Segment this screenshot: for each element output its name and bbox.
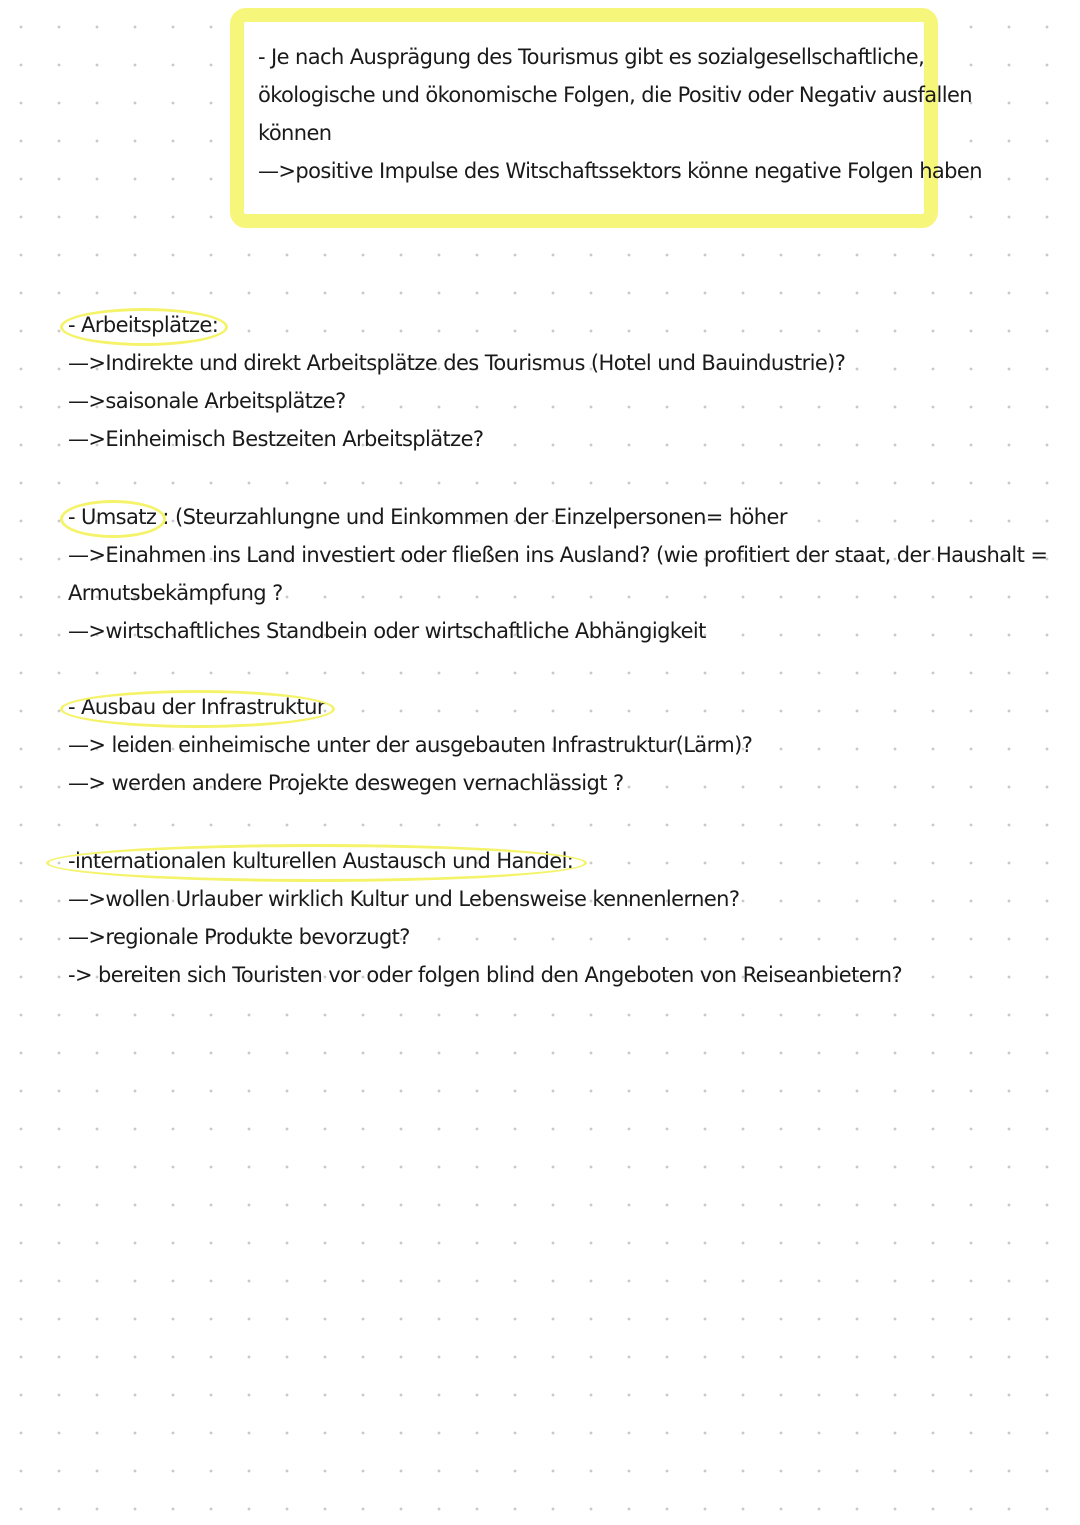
section-kulturaustausch (68, 842, 1018, 994)
summary-text (258, 38, 982, 190)
heading-detail: : (Steurzahlungne und Einkommen der Einzelpersonen= höher (156, 505, 787, 529)
bullet-line: —>Einahmen ins Land investiert oder fließen ins Ausland? (wie profitiert der staat, der Haushalt = (68, 543, 1048, 567)
summary-line: können (258, 121, 332, 145)
section-infrastruktur (68, 688, 1018, 802)
bullet-line: —>saisonale Arbeitsplätze? (68, 389, 346, 413)
bullet-line: —>Indirekte und direkt Arbeitsplätze des Tourismus (Hotel und Bauindustrie)? (68, 351, 846, 375)
summary-line: ökologische und ökonomische Folgen, die Positiv oder Negativ ausfallen (258, 83, 973, 107)
bullet-line: —> werden andere Projekte deswegen vernachlässigt ? (68, 771, 624, 795)
section-arbeitsplaetze (68, 306, 1018, 458)
section-heading: - Ausbau der Infrastruktur (68, 688, 325, 726)
bullet-line: —>wirtschaftliches Standbein oder wirtschaftliche Abhängigkeit (68, 619, 706, 643)
section-umsatz (68, 498, 1048, 650)
section-heading: - Arbeitsplätze: (68, 306, 218, 344)
bullet-line: —>Einheimisch Bestzeiten Arbeitsplätze? (68, 427, 484, 451)
summary-line: - Je nach Ausprägung des Tourismus gibt es sozialgesellschaftliche, (258, 45, 925, 69)
section-heading: -internationalen kulturellen Austausch und Handel: (68, 842, 573, 880)
bullet-line: —> leiden einheimische unter der ausgebauten Infrastruktur(Lärm)? (68, 733, 753, 757)
bullet-line: -> bereiten sich Touristen vor oder folgen blind den Angeboten von Reiseanbietern? (68, 963, 902, 987)
section-heading: - Umsatz (68, 498, 156, 536)
summary-line: —>positive Impulse des Witschaftssektors könne negative Folgen haben (258, 159, 982, 183)
bullet-line: —>regionale Produkte bevorzugt? (68, 925, 410, 949)
bullet-line: Armutsbekämpfung ? (68, 581, 283, 605)
bullet-line: —>wollen Urlauber wirklich Kultur und Lebensweise kennenlernen? (68, 887, 740, 911)
